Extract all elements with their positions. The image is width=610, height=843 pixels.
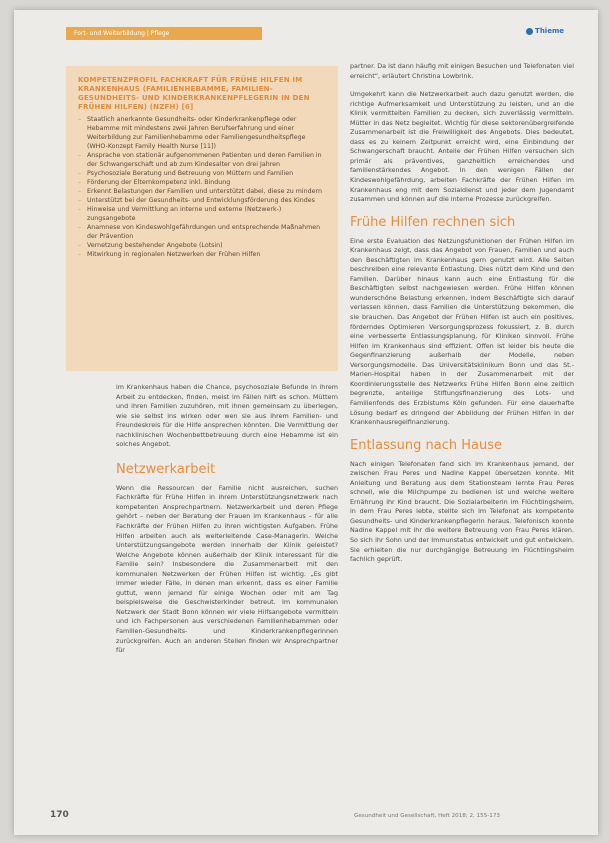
section-heading: Netzwerkarbeit [116,461,216,477]
publisher-logo [526,27,564,35]
section-heading: Frühe Hilfen rechnen sich [350,214,516,230]
list-item: – Förderung der Elternkompetenz inkl. Bindung [78,178,328,187]
list-item: – Psychosoziale Beratung und Betreuung von Müttern und Familien [78,169,328,178]
list-item: – Erkennt Belastungen der Familien und unterstützt dabei, diese zu mindern [78,187,328,196]
body-paragraph: Wenn die Ressourcen der Familie nicht ausreichen, suchen Fachkräfte für Frühe Hilfen in ihrem Unterstützungsnetzwerk nach kompetenten Ansprechpartnern. Netzwerkarbeit und deren Pflege gehört – neben der Beratung der Frauen im Krankenhaus – für alle Fachkräfte der Frühen Hilfen zu ihren wichtigsten Aufgaben. Frühe Hilfen arbeiten auch als weiterleitende Case-Managerin. Welche Unterstützungsangebote werden innerhalb der Klinik geleistet? Welche Angebote können außerhalb der Klinik interessant für die Familie sein? Insbesondere die Zusammenarbeit mit den kommunalen Netzwerken der Frühen Hilfen ist wichtig. „Es gibt immer wieder Fälle, in denen man erkennt, dass es einer Familie guttut, wenn jemand für einige Wochen oder mit am Tag beispielsweise die Geschwisterkinder betreut. Im kommunalen Netzwerk der Stadt Bonn können wir viele Hilfsangebote vermitteln und ich Fachpersonen aus verschiedenen Familienhebammen oder Familien-Gesundheits- und Kinderkrankenpflegerinnen zurückgreifen. Auch an anderen Stellen finden wir Ansprechpartner für [116,483,338,655]
page-number: 170 [50,810,69,820]
list-item: – Mitwirkung in regionalen Netzwerken der Frühen Hilfen [78,250,328,259]
footer-citation: Gesundheit und Gesellschaft, Heft 2018; 2, 155-173 [354,813,500,819]
list-item: – Staatlich anerkannte Gesundheits- oder Kinderkrankenpflege oder Hebamme mit mindestens zwei Jahren Berufserfahrung und einer Weiterbildung zur Familienhebamme oder Familiengesundheitspflege (WHO-Konzept Family Health Nurse [11]) [78,115,328,151]
list-item: – Vernetzung bestehender Angebote (Lotsin) [78,241,328,250]
body-paragraph: Umgekehrt kann die Netzwerkarbeit auch dazu genutzt werden, die richtige Aufmerksamkeit und Unterstützung zu leisten, und an die Klinik vermittelten Familien zu decken, sich zuverlässig vermitteln. Mütter in das Netz begleitet. Wichtig für diese sektorenübergreifende Zusammenarbeit ist die Freiwilligkeit des Angebots. Dies bedeutet, dass es zu keinem Zeitpunkt erreicht wird, eine Einbindung der Schwangerschaft braucht. Anteile der Frühen Hilfen versuchen sich primär als präventives, ganzheitlich erreichendes und familienstärkendes Angebot. In den wenigen Fällen der Kindeswohlgefährdung, arbeiten Fachkräfte der Frühen Hilfen im Krankenhaus eng mit dem Sozialdienst und jeder dem Jugendamt zusammen und können auf die interne Prozesse zurückgreifen. [350,90,574,204]
right-column [350,62,574,565]
list-item: – Anamnese von Kindeswohlgefährdungen und entsprechende Maßnahmen der Prävention [78,223,328,241]
body-paragraph: partner. Da ist dann häufig mit einigen Besuchen und Telefonaten viel erreicht“, erläutert Christina Lowbrink. [350,62,574,80]
section-header-bar: Fort- und Weiterbildung | Pflege [66,27,262,40]
list-item: – Hinweise und Vermittlung an interne und externe (Netzwerk-) zungsangebote [78,205,328,223]
body-paragraph: Nach einigen Telefonaten fand sich im Krankenhaus jemand, der zwischen Frau Peres und Nadine Kappel übersetzen konnte. Mit Anleitung und Beratung aus dem Stationsteam lernte Frau Peres schnell, wie die Milchpumpe zu bedienen ist und welche weitere Ernährung ihr Kind braucht. Die Sozialarbeiterin im Flüchtlingsheim, in dem Frau Peres lebte, stellte sich im Telefonat als kompetente Gesundheits- und Kinderkrankenpflegerin heraus. Telefonisch konnte Nadine Kappel mit ihr die weitere Betreuung von Frau Peres klären. So sich ihr Sohn und der Immunstatus entwickelt und gut entwickeln. Sie erhielten die nur durchgängige Betreuung im Flüchtlingsheim fachlich geprüft. [350,459,574,564]
list-item: – Unterstützt bei der Gesundheits- und Entwicklungsförderung des Kindes [78,196,328,205]
publisher-name: Thieme [535,27,564,35]
section-heading: Entlassung nach Hause [350,437,503,453]
logo-icon [526,28,533,35]
info-box-list [78,115,328,259]
info-box-title: KOMPETENZPROFIL FACHKRAFT FÜR FRÜHE HILFEN IM KRANKENHAUS (FAMILIENHEBAMME, FAMILIEN-GESUNDHEITS- UND KINDERKRANKENPFLEGERIN IN DEN FRÜHEN HILFEN) (NZFH) [6] [78,76,310,111]
info-box [66,66,338,371]
list-item: – Ansprache von stationär aufgenommenen Patienten und deren Familien in der Schwangerschaft und ab zum Kindesalter von drei Jahren [78,151,328,169]
body-paragraph: Eine erste Evaluation des Netzungsfunktionen der Frühen Hilfen im Krankenhaus zeigt, dass das Angebot von Frauen, Familien und auch den Beschäftigten im Krankenhaus gern genutzt wird. Alle Seiten beschreiben eine relevante Entlastung. Dies nützt dem Kind und den Familien. Darüber hinaus kann auch eine Entlastung für die Beschäftigten selbst nachgewiesen werden. Frühe Hilfen können wunderschöne Belastung erkennen, indem Beschäftigte sich darauf verlassen können, dass Familien die Unterstützung bekommen, die sie brauchen. Das Angebot der Frühen Hilfen ist auch ein positives, förderndes Optimieren Versorgungsprozess fokussiert, z. B. durch eine verbesserte Entlassungsplanung, für Kliniken sinnvoll. Frühe Hilfen im Krankenhaus sind effizient. Offen ist leider bis heute die Gegenfinanzierung außerhalb der Modelle, neben Versorgungsmodelle. Das Universitätsklinikum Bonn und das St.-Marien-Hospital haben in der Zusammenarbeit mit der Koordinierungsstelle des Netzwerks Frühe Hilfen Bonn eine zeitlich begrenzte, anteilige Stiftungsfinanzierung des Lots- und Familienfonds des Erzbistums Köln gefunden. Für eine dauerhafte Lösung bedarf es dringend der Abbildung der Frühen Hilfen in der Krankenhausregelfinanzierung. [350,236,574,427]
left-column [116,383,338,656]
body-paragraph: im Krankenhaus haben die Chance, psychosoziale Befunde in ihrem Arbeit zu entdecken, finden, meist im Fällen hilft es schon. Müttern und ihren Familien zuzuhören, mit ihnen gemeinsam zu überlegen, wie sie selbst ins wirken oder wen sie aus ihrem Familien- und Freundeskreis für die Hilfe ansprechen könnten. Die Vermittlung der nachklinischen Wochenbettbetreuung durch eine Hebamme ist ein solches Angebot. [116,383,338,449]
document-page [14,10,598,835]
